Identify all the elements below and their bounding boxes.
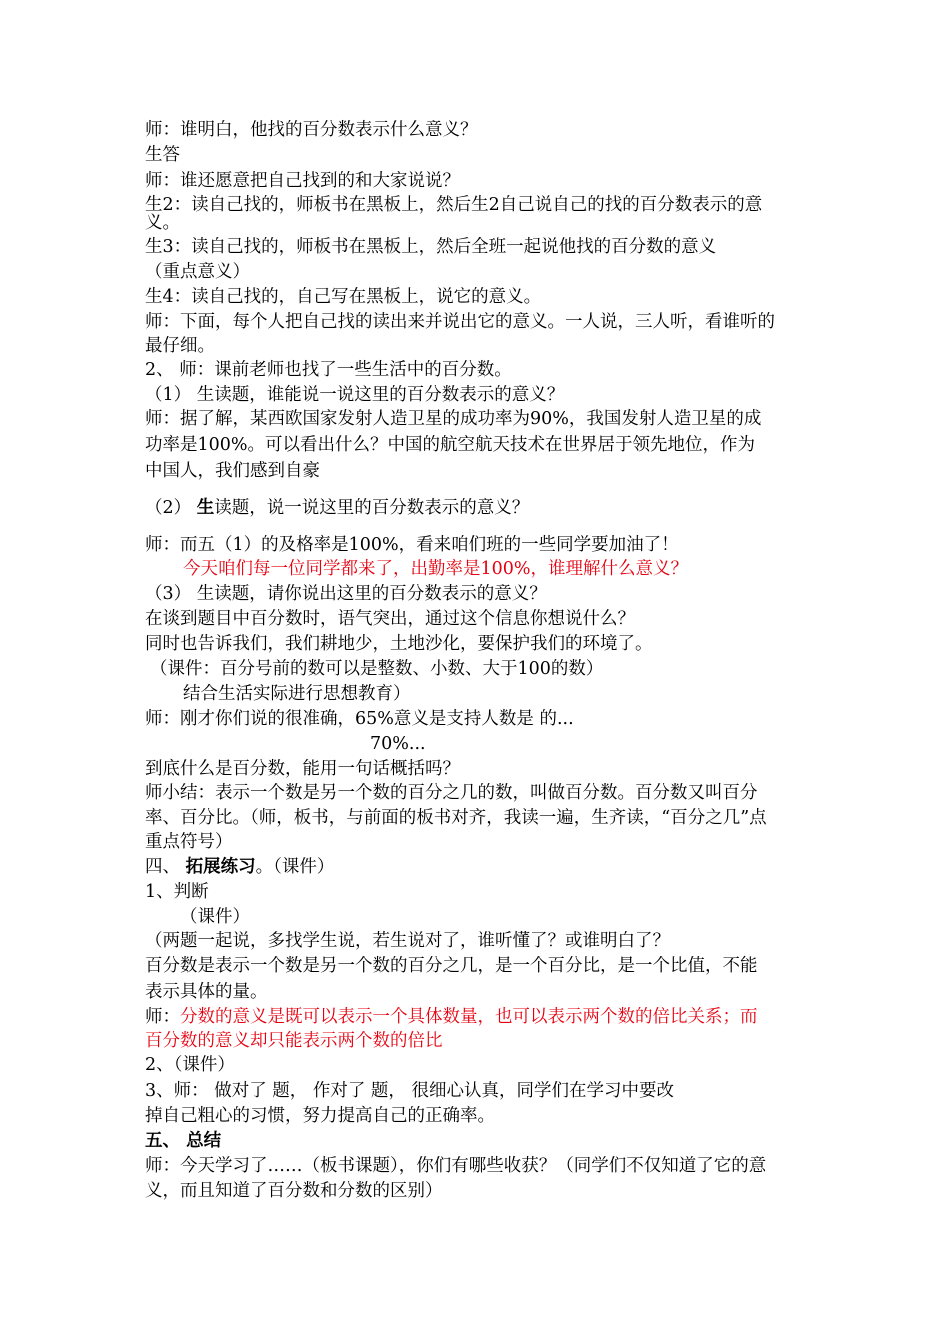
text-line (145, 1006, 758, 1028)
text-line: 师：下面，每个人把自己找的读出来并说出它的意义。一人说，三人听，看谁听的 (145, 312, 775, 332)
text-line: 2、（课件） (145, 1055, 235, 1075)
text-line: 最仔细。 (145, 336, 215, 356)
text-line: 中国人，我们感到自豪 (145, 461, 320, 481)
bold-word: 生 (196, 498, 215, 518)
section-number: 四、 (145, 857, 186, 877)
item-text: 读题，说一说这里的百分数表示的意义？ (214, 498, 530, 518)
text-line: 1、判断 (145, 882, 209, 902)
text-line: （两题一起说，多找学生说，若生说对了，谁听懂了？或谁明白了？ (145, 931, 670, 951)
section-heading: 五、 总结 (145, 1131, 222, 1151)
text-line: （重点意义） (145, 262, 250, 282)
text-line: （1） 生读题，谁能说一说这里的百分数表示的意义？ (145, 385, 565, 405)
text-line: 2、 师：课前老师也找了一些生活中的百分数。 (145, 360, 512, 380)
text-line: 师：刚才你们说的很准确，65%意义是支持人数是 的... (145, 709, 574, 729)
speaker-label: 师： (145, 1007, 180, 1027)
item-number: （2） (145, 498, 197, 518)
section-title: 拓展练习 (185, 857, 256, 877)
section-heading (145, 856, 334, 878)
text-line: （3） 生读题，请你说出这里的百分数表示的意义？ (145, 584, 547, 604)
text-line: 生2：读自己找的，师板书在黑板上，然后生2自己说自己的找的百分数表示的意 (145, 195, 763, 215)
text-line: （课件） (180, 907, 250, 927)
text-line: 同时也告诉我们，我们耕地少，土地沙化，要保护我们的环境了。 (145, 634, 653, 654)
text-line: 在谈到题目中百分数时，语气突出，通过这个信息你想说什么？ (145, 609, 635, 629)
text-line: 师：今天学习了……（板书课题），你们有哪些收获？（同学们不仅知道了它的意 (145, 1156, 767, 1176)
text-line: 结合生活实际进行思想教育） (183, 684, 411, 704)
text-line: 义，而且知道了百分数和分数的区别） (145, 1181, 443, 1201)
text-line: 率、百分比。（师，板书，与前面的板书对齐，我读一遍，生齐读，“百分之几”点 (145, 808, 767, 828)
highlight-line-red: 今天咱们每一位同学都来了，出勤率是100%，谁理解什么意义？ (183, 559, 689, 579)
text-line: 师小结：表示一个数是另一个数的百分之几的数，叫做百分数。百分数又叫百分 (145, 783, 758, 803)
text-line: 70%... (370, 734, 426, 754)
text-line: （课件：百分号前的数可以是整数、小数、大于100的数） (150, 659, 604, 679)
text-line: 义。 (145, 213, 180, 233)
section-suffix: 。（课件） (255, 857, 335, 877)
text-line: 生答 (145, 145, 180, 165)
text-line: 生3：读自己找的，师板书在黑板上，然后全班一起说他找的百分数的意义 (145, 237, 717, 257)
text-line: 师：谁明白，他找的百分数表示什么意义？ (145, 120, 478, 140)
text-line: 表示具体的量。 (145, 982, 268, 1002)
text-line: 掉自己粗心的习惯，努力提高自己的正确率。 (145, 1106, 495, 1126)
text-line: 重点符号） (145, 832, 233, 852)
highlight-line-red: 百分数的意义却只能表示两个数的倍比 (145, 1031, 443, 1051)
text-line: 师：据了解，某西欧国家发射人造卫星的成功率为90%，我国发射人造卫星的成 (145, 409, 762, 429)
highlight-text-red: 分数的意义是既可以表示一个具体数量，也可以表示两个数的倍比关系；而 (180, 1007, 758, 1027)
text-line: 百分数是表示一个数是另一个数的百分之几，是一个百分比，是一个比值，不能 (145, 956, 758, 976)
text-line (145, 497, 529, 519)
text-line: 功率是100%。可以看出什么？中国的航空航天技术在世界居于领先地位，作为 (145, 435, 756, 455)
text-line: 师：而五（1）的及格率是100%，看来咱们班的一些同学要加油了！ (145, 535, 679, 555)
text-line: 生4：读自己找的，自己写在黑板上，说它的意义。 (145, 287, 542, 307)
text-line: 到底什么是百分数，能用一句话概括吗？ (145, 759, 460, 779)
text-line: 师：谁还愿意把自己找到的和大家说说？ (145, 171, 460, 191)
text-line: 3、师： 做对了 题， 作对了 题， 很细心认真，同学们在学习中要改 (145, 1081, 674, 1101)
